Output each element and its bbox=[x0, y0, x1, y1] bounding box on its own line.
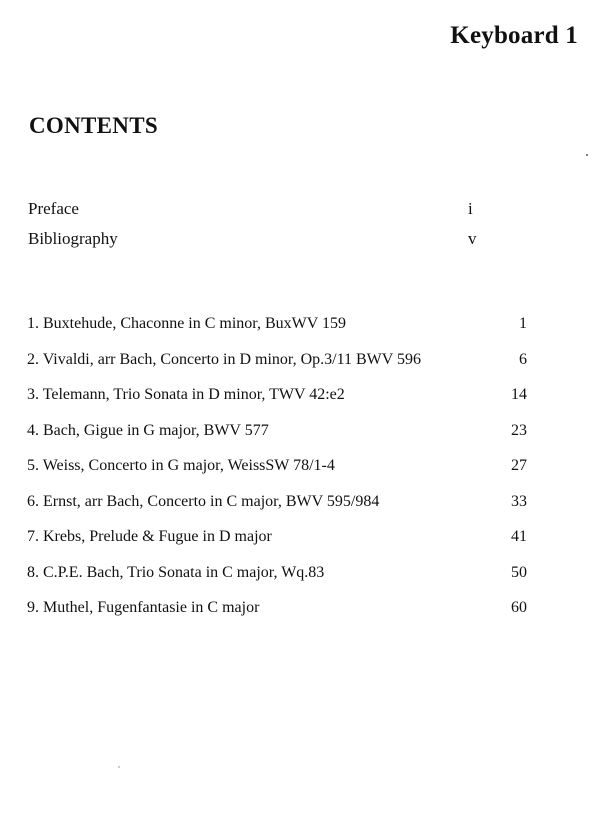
toc-entry-page: v bbox=[468, 229, 477, 248]
toc-entry-work bbox=[27, 313, 527, 349]
toc-entry-page: 14 bbox=[511, 386, 527, 403]
toc-entry-page: 23 bbox=[511, 421, 527, 439]
toc-entry-page: 60 bbox=[511, 599, 527, 616]
toc-entry-work bbox=[27, 455, 527, 491]
scan-speck bbox=[118, 766, 120, 768]
front-matter-list bbox=[28, 198, 488, 258]
toc-entry-work bbox=[27, 491, 527, 527]
contents-heading: CONTENTS bbox=[29, 113, 158, 138]
toc-entry-work bbox=[27, 420, 527, 456]
toc-entry-page: 33 bbox=[511, 492, 527, 510]
toc-entry-bibliography bbox=[28, 228, 488, 258]
toc-entry-label: 7. Krebs, Prelude & Fugue in D major bbox=[27, 528, 272, 545]
toc-entry-preface bbox=[28, 198, 488, 228]
toc-entry-label: 3. Telemann, Trio Sonata in D minor, TWV 42:e2 bbox=[27, 386, 345, 403]
toc-entry-label: 2. Vivaldi, arr Bach, Concerto in D minor, Op.3/11 BWV 596 bbox=[27, 350, 422, 368]
toc-entry-page: 50 bbox=[511, 563, 527, 581]
toc-entry-label: 9. Muthel, Fugenfantasie in C major bbox=[27, 599, 260, 616]
works-list bbox=[27, 313, 527, 633]
toc-entry-work bbox=[27, 597, 527, 633]
toc-entry-page: 27 bbox=[511, 457, 527, 474]
toc-entry-label: 8. C.P.E. Bach, Trio Sonata in C major, Wq.83 bbox=[27, 563, 325, 581]
toc-entry-label: 6. Ernst, arr Bach, Concerto in C major, BWV 595/984 bbox=[27, 492, 380, 510]
scan-speck bbox=[586, 154, 588, 156]
toc-entry-page: i bbox=[468, 199, 473, 218]
toc-entry-work bbox=[27, 384, 527, 420]
volume-title: Keyboard 1 bbox=[450, 22, 578, 49]
toc-entry-work bbox=[27, 562, 527, 598]
toc-entry-label: Bibliography bbox=[28, 229, 118, 248]
toc-entry-page: 1 bbox=[519, 315, 527, 332]
toc-entry-label: 4. Bach, Gigue in G major, BWV 577 bbox=[27, 421, 269, 439]
toc-entry-page: 41 bbox=[511, 528, 527, 545]
toc-entry-label: Preface bbox=[28, 199, 79, 218]
toc-entry-label: 1. Buxtehude, Chaconne in C minor, BuxWV 159 bbox=[27, 315, 347, 332]
toc-entry-work bbox=[27, 526, 527, 562]
toc-entry-page: 6 bbox=[519, 350, 527, 368]
toc-entry-work bbox=[27, 349, 527, 385]
toc-entry-label: 5. Weiss, Concerto in G major, WeissSW 78/1-4 bbox=[27, 457, 335, 474]
